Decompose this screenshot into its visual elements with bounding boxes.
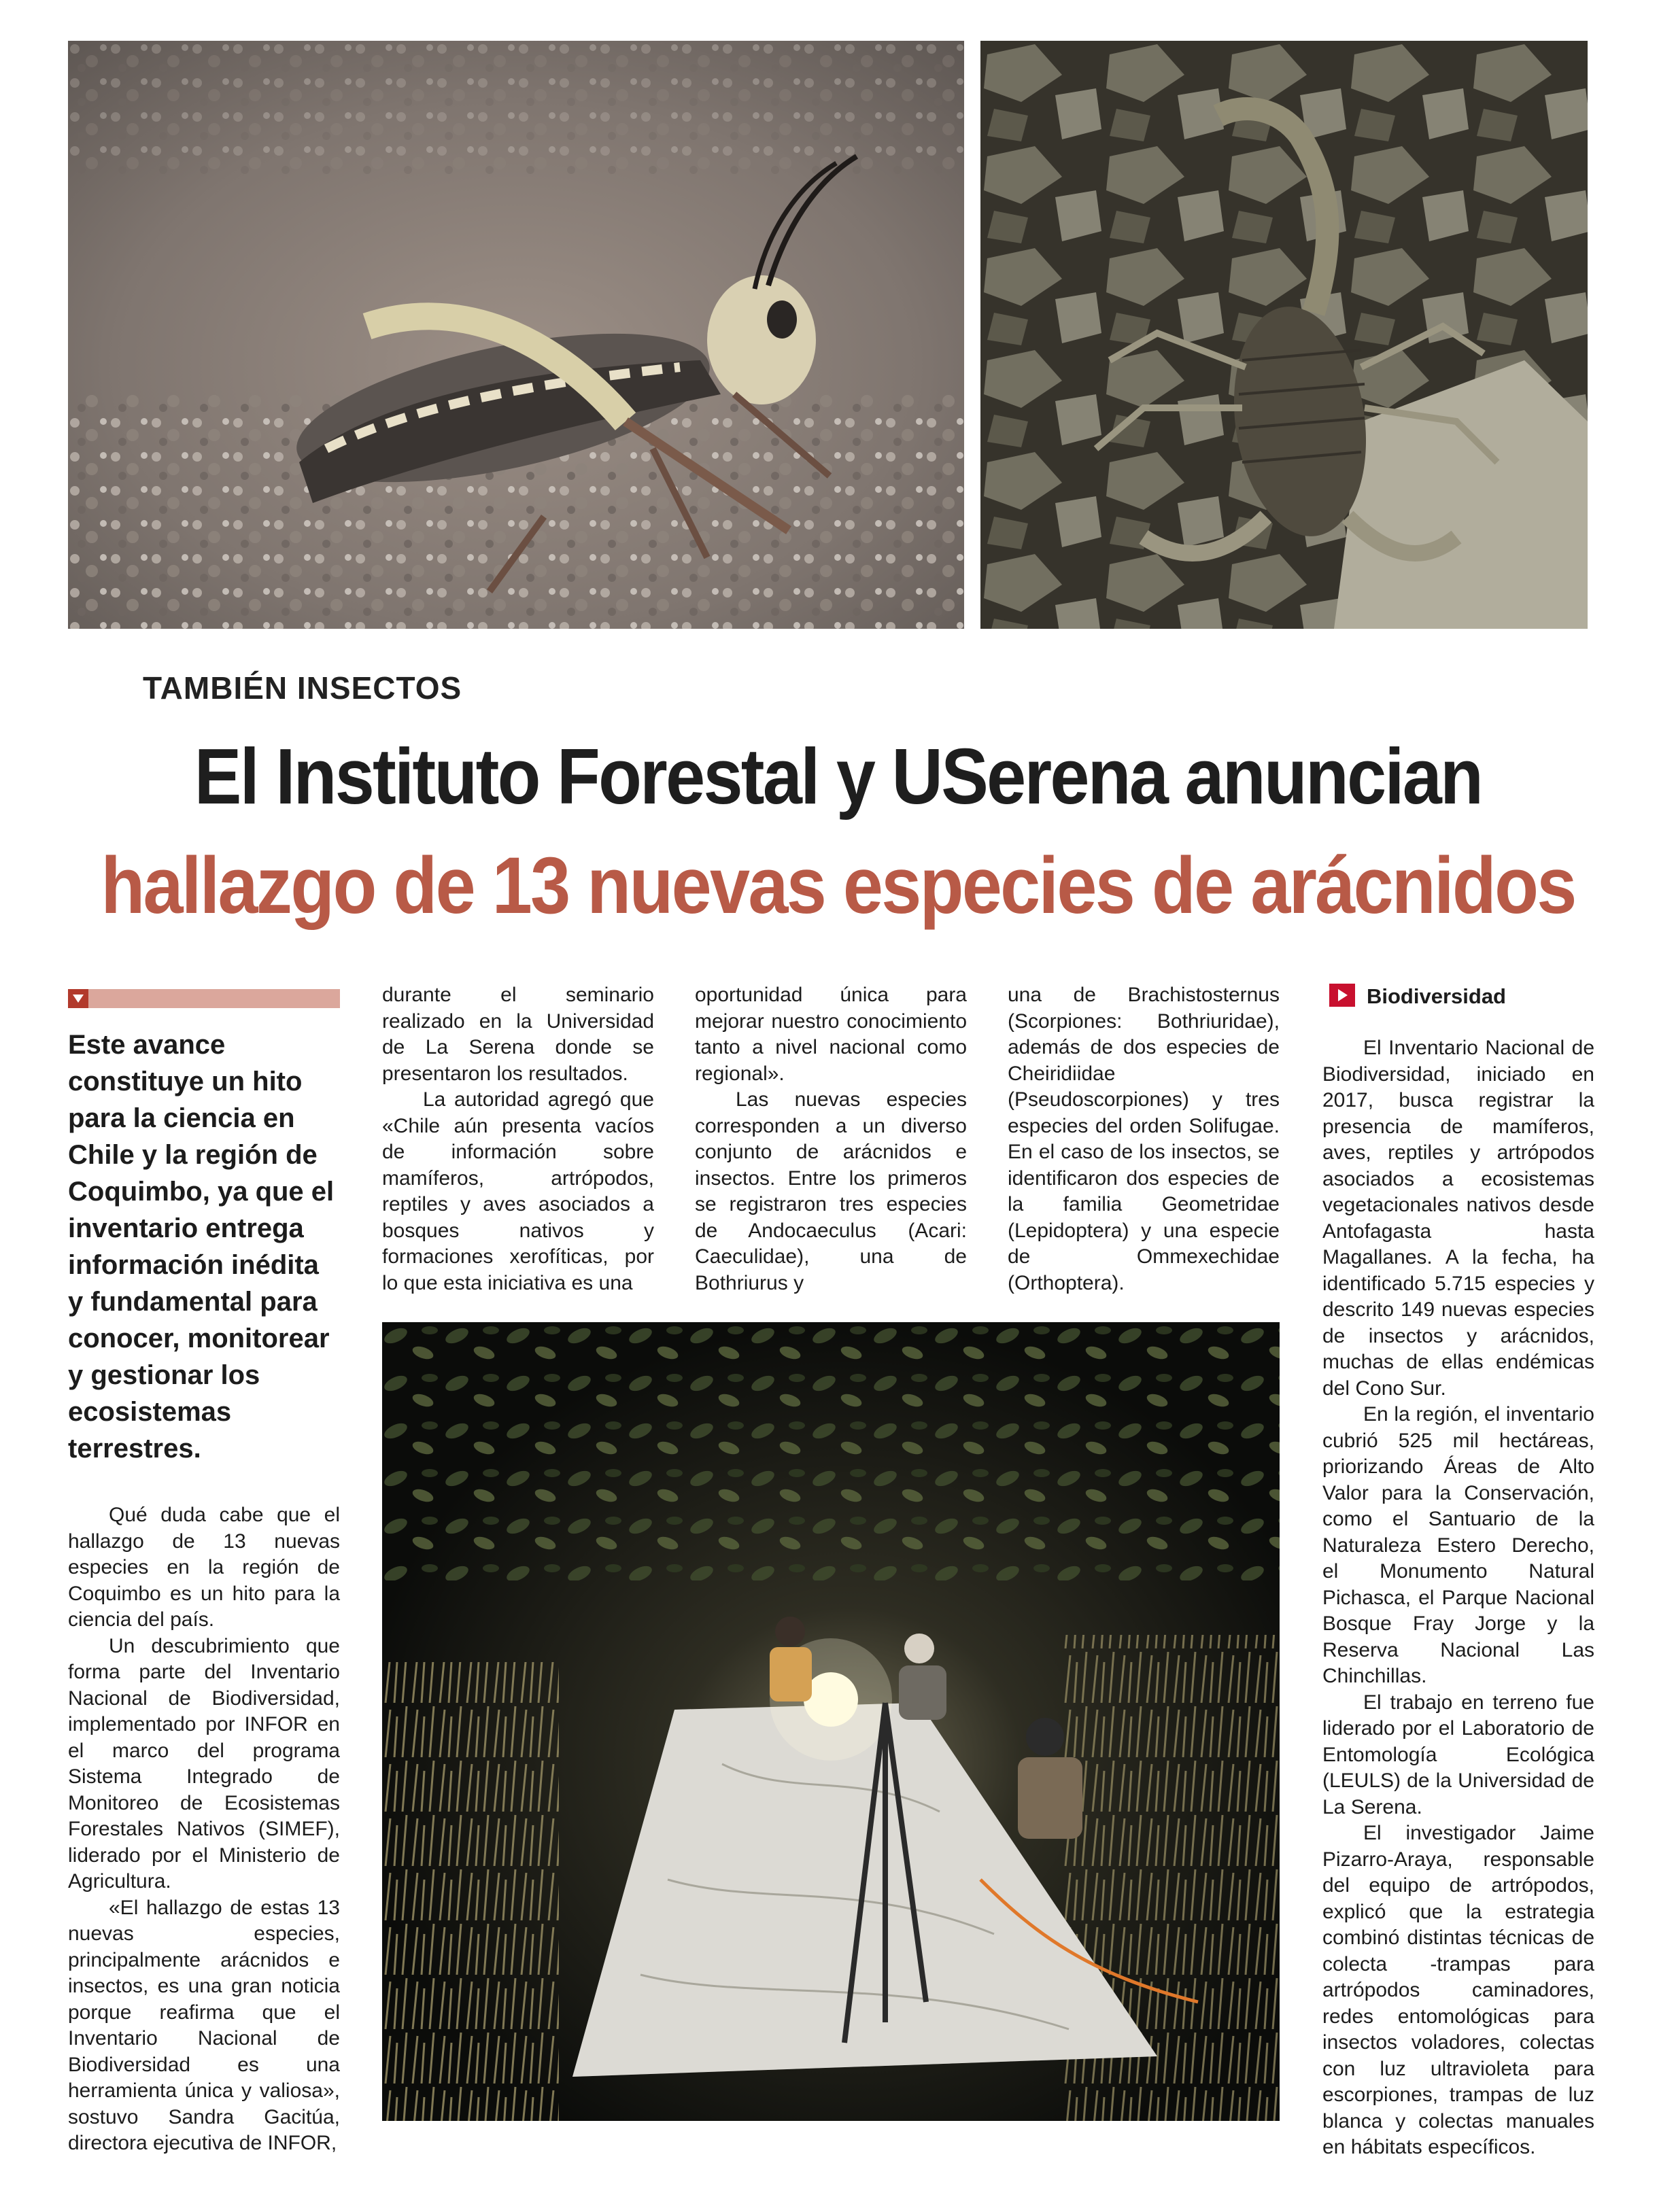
column-1 xyxy=(68,1502,340,2157)
sidebar-title: Biodiversidad xyxy=(1367,984,1506,1008)
sidebar-paragraph: El Inventario Nacional de Biodiversidad, iniciado en 2017, busca registrar la presencia de mamíferos, aves, reptiles y artrópodos asociados a ecosistemas vegetacionales nativos desde Antofagasta hasta Magallanes. A la fecha, ha identificado 5.715 especies y descrito 149 nuevas especies de insectos y arácnidos, muchas de ellas endémicas del Cono Sur. xyxy=(1322,1037,1594,1400)
sidebar-paragraph: El investigador Jaime Pizarro-Araya, responsable del equipo de artrópodos, explicó que la estrategia combinó distintas técnicas de colecta -trampas para artrópodos caminadores, redes entomológicas para insectos voladores, colectas con luz ultravioleta para escorpiones, trampas de luz blanca y colectas manuales en hábitats específicos. xyxy=(1322,1822,1594,2158)
lead-paragraph: Este avance constituye un hito para la ciencia en Chile y la región de Coquimbo, ya que el inventario entrega información inédita y fundamental para conocer, monitorear y gestionar los ecosistemas terrestres. xyxy=(68,1030,335,1464)
headline-line2: hallazgo de 13 nuevas especies de arácnidos xyxy=(101,841,1575,931)
lead-bar xyxy=(68,989,340,1008)
lead-arrow-icon xyxy=(68,989,88,1008)
body-paragraph: «El hallazgo de estas 13 nuevas especies, principalmente arácnidos e insectos, es una gran noticia porque reafirma que el Inventario Nacional de Biodiversidad es una herramienta única y valiosa», sostuvo Sandra Gacitúa, directora ejecutiva de INFOR, xyxy=(68,1896,340,2154)
headline-line1: El Instituto Forestal y USerena anuncian xyxy=(194,732,1482,820)
column-3 xyxy=(695,982,967,1296)
body-paragraph: La autoridad agregó que «Chile aún presenta vacíos de información sobre mamíferos, artrópodos, reptiles y aves asociados a bosques nativos y formaciones xerofíticas, por lo que esta iniciativa es una xyxy=(382,1088,654,1294)
kicker: TAMBIÉN INSECTOS xyxy=(143,670,462,706)
column-2 xyxy=(382,982,654,1296)
grasshopper-photo xyxy=(68,41,964,629)
body-paragraph: oportunidad única para mejorar nuestro conocimiento tanto a nivel nacional como regional». xyxy=(695,984,967,1085)
body-paragraph: Las nuevas especies corresponden a un diverso conjunto de arácnidos e insectos. Entre los primeros se registraron tres especies de Andocaeculus (Acari: Caeculidae), una de Bothriurus y xyxy=(695,1088,967,1294)
scorpion-photo xyxy=(980,41,1588,629)
play-arrow-icon xyxy=(1329,984,1355,1007)
column-4 xyxy=(1008,982,1280,1296)
body-paragraph: Un descubrimiento que forma parte del Inventario Nacional de Biodiversidad, implementado por INFOR en el marco del programa Sistema Integrado de Monitoreo de Ecosistemas Forestales Nativos (SIMEF), liderado por el Ministerio de Agricultura. xyxy=(68,1634,340,1893)
sidebar-column xyxy=(1322,1035,1594,2161)
night-survey-photo xyxy=(382,1322,1280,2121)
sidebar-paragraph: El trabajo en terreno fue liderado por el Laboratorio de Entomología Ecológica (LEULS) de la Universidad de La Serena. xyxy=(1322,1691,1594,1818)
body-paragraph: durante el seminario realizado en la Universidad de La Serena donde se presentaron los resultados. xyxy=(382,984,654,1085)
body-paragraph: una de Brachistosternus (Scorpiones: Bothriuridae), además de dos especies de Cheiridiidae (Pseudoscorpiones) y tres especies del orden Solifugae. En el caso de los insectos, se identificaron dos especies de la familia Geometridae (Lepidoptera) y una especie de Ommexechidae (Orthoptera). xyxy=(1008,984,1280,1294)
body-paragraph: Qué duda cabe que el hallazgo de 13 nuevas especies en la región de Coquimbo es un hito para la ciencia del país. xyxy=(68,1504,340,1631)
sidebar-paragraph: En la región, el inventario cubrió 525 mil hectáreas, priorizando Áreas de Alto Valor para la Conservación, como el Santuario de la Naturaleza Estero Derecho, el Monumento Natural Pichasca, el Parque Nacional Bosque Fray Jorge y la Reserva Nacional Las Chinchillas. xyxy=(1322,1403,1594,1687)
